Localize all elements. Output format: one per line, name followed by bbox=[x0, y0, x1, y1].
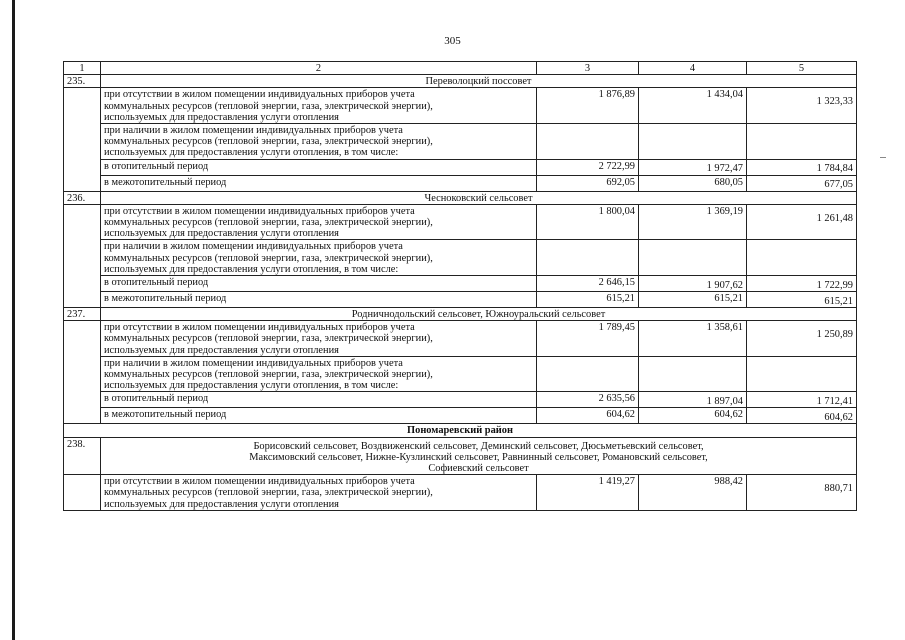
value-col5: 1 722,99 bbox=[747, 276, 857, 292]
with-meters-row bbox=[64, 124, 857, 160]
entry-number-spacer bbox=[64, 321, 101, 424]
value-col3: 2 646,15 bbox=[537, 276, 639, 292]
value-col5: 1 784,84 bbox=[747, 159, 857, 175]
with-meters-text: при наличии в жилом помещении индивидуальных приборов учета коммунальных ресурсов (тепловой энергии, газа, электрической энергии), используемых для предоставления услуги отопления, в том числе: bbox=[101, 240, 537, 276]
header-row bbox=[64, 62, 857, 75]
value-col5: 1 323,33 bbox=[747, 88, 857, 124]
with-meters-row bbox=[64, 356, 857, 392]
entry-number-spacer bbox=[64, 88, 101, 191]
empty-cell bbox=[537, 356, 639, 392]
value-col5: 604,62 bbox=[747, 408, 857, 424]
value-col5: 1 261,48 bbox=[747, 204, 857, 240]
without-meters-row bbox=[64, 475, 857, 511]
entry-number: 237. bbox=[64, 308, 101, 321]
entry-name: Борисовский сельсовет, Воздвиженский сельсовет, Деминский сельсовет, Дюсьметьевский сельсовет, Максимовский сельсовет, Нижне-Кузлинский сельсовет, Равнинный сельсовет, Романовский сельсовет, Софиевский сельсовет bbox=[101, 437, 857, 475]
value-col4: 1 434,04 bbox=[639, 88, 747, 124]
offseason-period-row bbox=[64, 292, 857, 308]
header-cell-3: 3 bbox=[537, 62, 639, 75]
value-col3: 1 419,27 bbox=[537, 475, 639, 511]
value-col3: 2 635,56 bbox=[537, 392, 639, 408]
heating-period-label: в отопительный период bbox=[101, 159, 537, 175]
entry-name: Чесноковский сельсовет bbox=[101, 191, 857, 204]
offseason-period-row bbox=[64, 408, 857, 424]
value-col5: 677,05 bbox=[747, 175, 857, 191]
value-col4: 604,62 bbox=[639, 408, 747, 424]
entry-number-spacer bbox=[64, 204, 101, 307]
empty-cell bbox=[639, 356, 747, 392]
scan-edge-bar bbox=[12, 0, 15, 640]
without-meters-row bbox=[64, 204, 857, 240]
without-meters-row bbox=[64, 88, 857, 124]
with-meters-row bbox=[64, 240, 857, 276]
value-col3: 692,05 bbox=[537, 175, 639, 191]
without-meters-row bbox=[64, 321, 857, 357]
value-col3: 2 722,99 bbox=[537, 159, 639, 175]
entry-title-row bbox=[64, 191, 857, 204]
value-col4: 1 972,47 bbox=[639, 159, 747, 175]
value-col3: 1 789,45 bbox=[537, 321, 639, 357]
value-col4: 615,21 bbox=[639, 292, 747, 308]
district-row bbox=[64, 424, 857, 437]
heating-period-label: в отопительный период bbox=[101, 276, 537, 292]
empty-cell bbox=[747, 124, 857, 160]
value-col3: 604,62 bbox=[537, 408, 639, 424]
header-cell-5: 5 bbox=[747, 62, 857, 75]
entry-number: 238. bbox=[64, 437, 101, 475]
entry-title-row bbox=[64, 437, 857, 475]
header-cell-2: 2 bbox=[101, 62, 537, 75]
empty-cell bbox=[537, 240, 639, 276]
empty-cell bbox=[747, 240, 857, 276]
empty-cell bbox=[537, 124, 639, 160]
entry-title-row bbox=[64, 308, 857, 321]
tariff-table bbox=[63, 61, 857, 511]
without-meters-text: при отсутствии в жилом помещении индивидуальных приборов учета коммунальных ресурсов (тепловой энергии, газа, электрической энергии), используемых для предоставления услуги отопления bbox=[101, 204, 537, 240]
value-col4: 1 369,19 bbox=[639, 204, 747, 240]
district-title: Пономаревский район bbox=[64, 424, 857, 437]
empty-cell bbox=[747, 356, 857, 392]
value-col4: 1 897,04 bbox=[639, 392, 747, 408]
offseason-period-label: в межотопительный период bbox=[101, 408, 537, 424]
value-col5: 1 250,89 bbox=[747, 321, 857, 357]
scan-mark bbox=[880, 157, 886, 158]
without-meters-text: при отсутствии в жилом помещении индивидуальных приборов учета коммунальных ресурсов (тепловой энергии, газа, электрической энергии), используемых для предоставления услуги отопления bbox=[101, 475, 537, 511]
value-col3: 615,21 bbox=[537, 292, 639, 308]
without-meters-text: при отсутствии в жилом помещении индивидуальных приборов учета коммунальных ресурсов (тепловой энергии, газа, электрической энергии), используемых для предоставления услуги отопления bbox=[101, 88, 537, 124]
header-cell-1: 1 bbox=[64, 62, 101, 75]
entry-title-row bbox=[64, 75, 857, 88]
header-cell-4: 4 bbox=[639, 62, 747, 75]
empty-cell bbox=[639, 124, 747, 160]
heating-period-row bbox=[64, 276, 857, 292]
empty-cell bbox=[639, 240, 747, 276]
entry-number: 235. bbox=[64, 75, 101, 88]
value-col4: 1 358,61 bbox=[639, 321, 747, 357]
entry-name: Родничнодольский сельсовет, Южноуральский сельсовет bbox=[101, 308, 857, 321]
with-meters-text: при наличии в жилом помещении индивидуальных приборов учета коммунальных ресурсов (тепловой энергии, газа, электрической энергии), используемых для предоставления услуги отопления, в том числе: bbox=[101, 124, 537, 160]
with-meters-text: при наличии в жилом помещении индивидуальных приборов учета коммунальных ресурсов (тепловой энергии, газа, электрической энергии), используемых для предоставления услуги отопления, в том числе: bbox=[101, 356, 537, 392]
value-col4: 988,42 bbox=[639, 475, 747, 511]
heating-period-row bbox=[64, 392, 857, 408]
entry-number-spacer bbox=[64, 475, 101, 511]
value-col4: 1 907,62 bbox=[639, 276, 747, 292]
heating-period-row bbox=[64, 159, 857, 175]
value-col5: 880,71 bbox=[747, 475, 857, 511]
value-col3: 1 800,04 bbox=[537, 204, 639, 240]
entry-number: 236. bbox=[64, 191, 101, 204]
offseason-period-row bbox=[64, 175, 857, 191]
value-col3: 1 876,89 bbox=[537, 88, 639, 124]
page-number: 305 bbox=[444, 35, 461, 47]
without-meters-text: при отсутствии в жилом помещении индивидуальных приборов учета коммунальных ресурсов (тепловой энергии, газа, электрической энергии), используемых для предоставления услуги отопления bbox=[101, 321, 537, 357]
offseason-period-label: в межотопительный период bbox=[101, 292, 537, 308]
value-col5: 615,21 bbox=[747, 292, 857, 308]
offseason-period-label: в межотопительный период bbox=[101, 175, 537, 191]
value-col5: 1 712,41 bbox=[747, 392, 857, 408]
entry-name: Переволоцкий поссовет bbox=[101, 75, 857, 88]
value-col4: 680,05 bbox=[639, 175, 747, 191]
heating-period-label: в отопительный период bbox=[101, 392, 537, 408]
